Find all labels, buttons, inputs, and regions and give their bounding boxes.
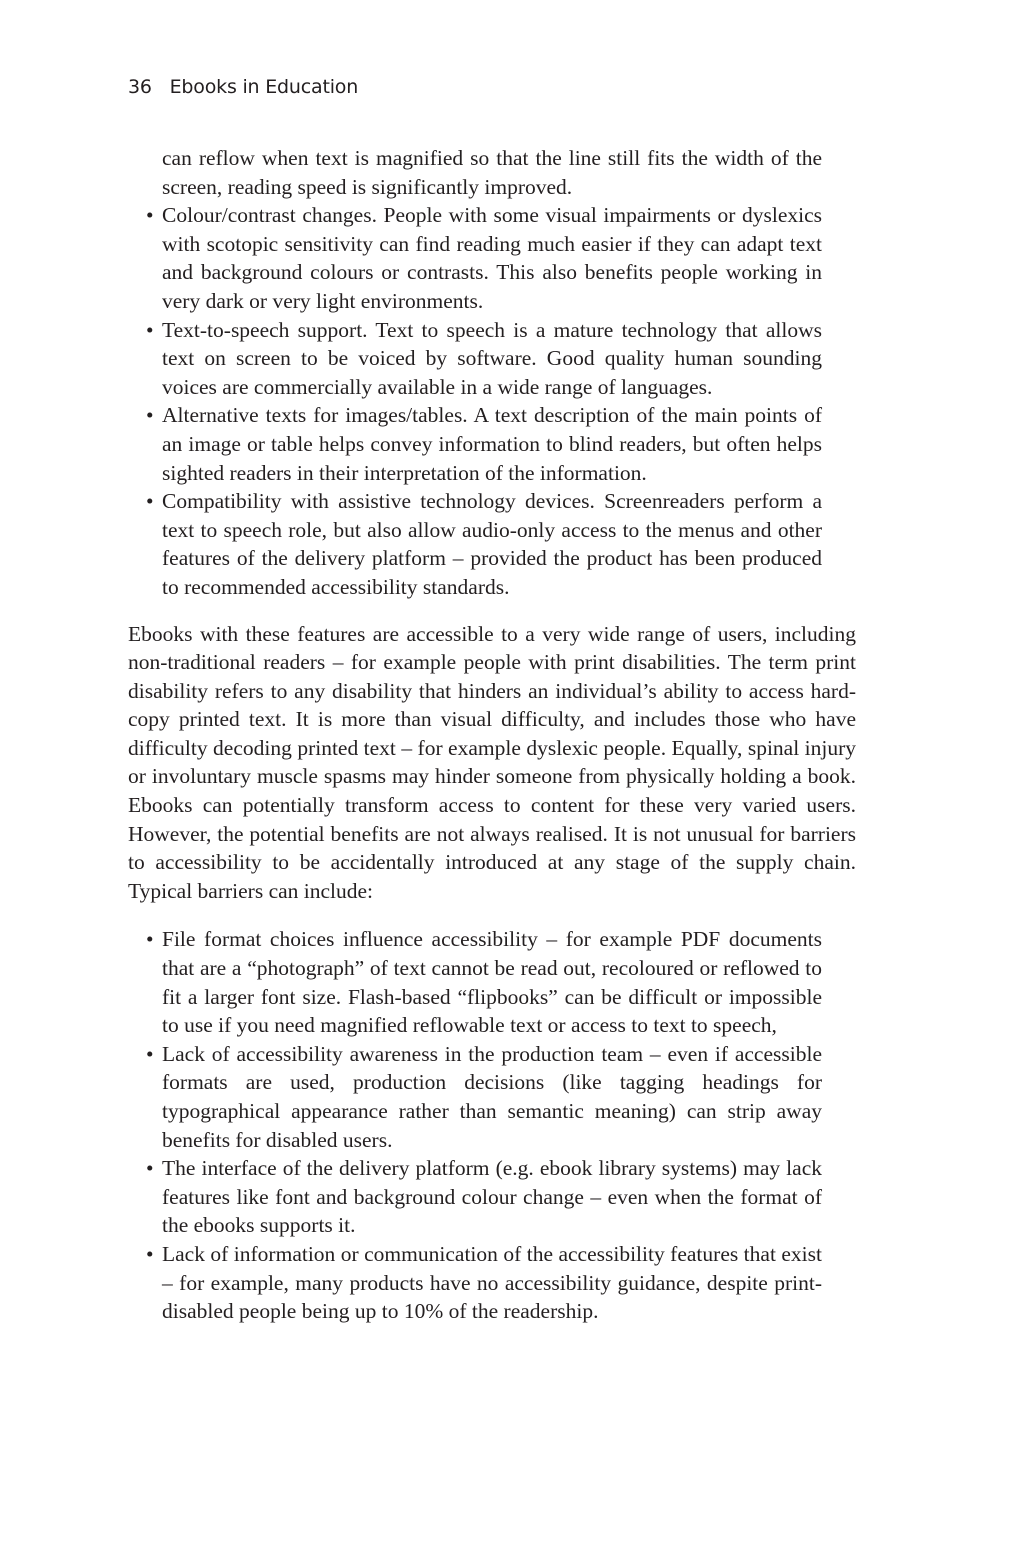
list-item-text: Alternative texts for images/tables. A text description of the main points of an image or table helps convey information to blind readers, but often helps sighted readers in their interpretation of the information.	[162, 403, 822, 485]
bullet-icon: •	[146, 927, 154, 952]
list-item	[146, 316, 822, 402]
list-item	[146, 1154, 822, 1240]
list-item-continuation-text: can reflow when text is magnified so that the line still fits the width of the screen, reading speed is significantly improved.	[162, 146, 822, 199]
list-item-text: The interface of the delivery platform (e.g. ebook library systems) may lack features like font and background colour change – even when the format of the ebooks supports it.	[162, 1156, 822, 1238]
list-item-text: Compatibility with assistive technology devices. Screenreaders perform a text to speech role, but also allow audio-only access to the menus and other features of the delivery platform – provided the product has been produced to recommended accessibility standards.	[162, 489, 822, 599]
body-text	[128, 144, 856, 1326]
list-item	[146, 1240, 822, 1326]
bullet-list-barriers	[128, 925, 822, 1325]
list-item	[146, 925, 822, 1039]
list-item-continuation	[162, 144, 822, 201]
bullet-icon: •	[146, 1156, 154, 1181]
bullet-list-features	[128, 144, 822, 602]
list-item	[146, 401, 822, 487]
page-number: 36	[128, 76, 152, 98]
list-item	[146, 1040, 822, 1154]
list-item-text: Text-to-speech support. Text to speech is a mature technology that allows text on screen to be voiced by software. Good quality human sounding voices are commercially available in a wide range of languages.	[162, 317, 822, 399]
bullet-icon: •	[146, 403, 154, 428]
list-item-text: Lack of information or communication of the accessibility features that exist – for example, many products have no accessibility guidance, despite print-disabled people being up to 10% of the readership.	[162, 1241, 822, 1324]
list-item-text: Colour/contrast changes. People with some visual impairments or dyslexics with scotopic sensitivity can find reading much easier if they can adapt text and background colours or contrasts. This also benefits people working in very dark or very light environments.	[162, 203, 822, 313]
list-item	[146, 487, 822, 601]
running-header	[128, 75, 358, 99]
bullet-icon: •	[146, 489, 154, 514]
body-paragraph: Ebooks with these features are accessible to a very wide range of users, including non-traditional readers – for example people with print disabilities. The term print disability refers to any disability that hinders an individual’s ability to access hard-copy printed text. It is more than visual difficulty, and includes those who have difficulty decoding printed text – for example dyslexic people. Equally, spinal injury or involuntary muscle spasms may hinder someone from physically holding a book. Ebooks can potentially transform access to content for these very varied users. However, the potential benefits are not always realised. It is not unusual for barriers to accessibility to be accidentally introduced at any stage of the supply chain. Typical barriers can include:	[128, 621, 856, 903]
list-item-text: Lack of accessibility awareness in the production team – even if accessible formats are used, production decisions (like tagging headings for typographical appearance rather than semantic meaning) can strip away benefits for disabled users.	[162, 1041, 822, 1152]
running-title: Ebooks in Education	[169, 76, 359, 98]
list-item-text: File format choices influence accessibility – for example PDF documents that are a “photograph” of text cannot be read out, recoloured or reflowed to fit a larger font size. Flash-based “flipbooks” can be difficult or impossible to use if you need magnified reflowable text or access to text to speech,	[162, 927, 822, 1038]
bullet-icon: •	[146, 1041, 154, 1066]
list-item	[146, 201, 822, 315]
bullet-icon: •	[146, 203, 154, 228]
bullet-icon: •	[146, 1241, 154, 1266]
bullet-icon: •	[146, 317, 154, 342]
